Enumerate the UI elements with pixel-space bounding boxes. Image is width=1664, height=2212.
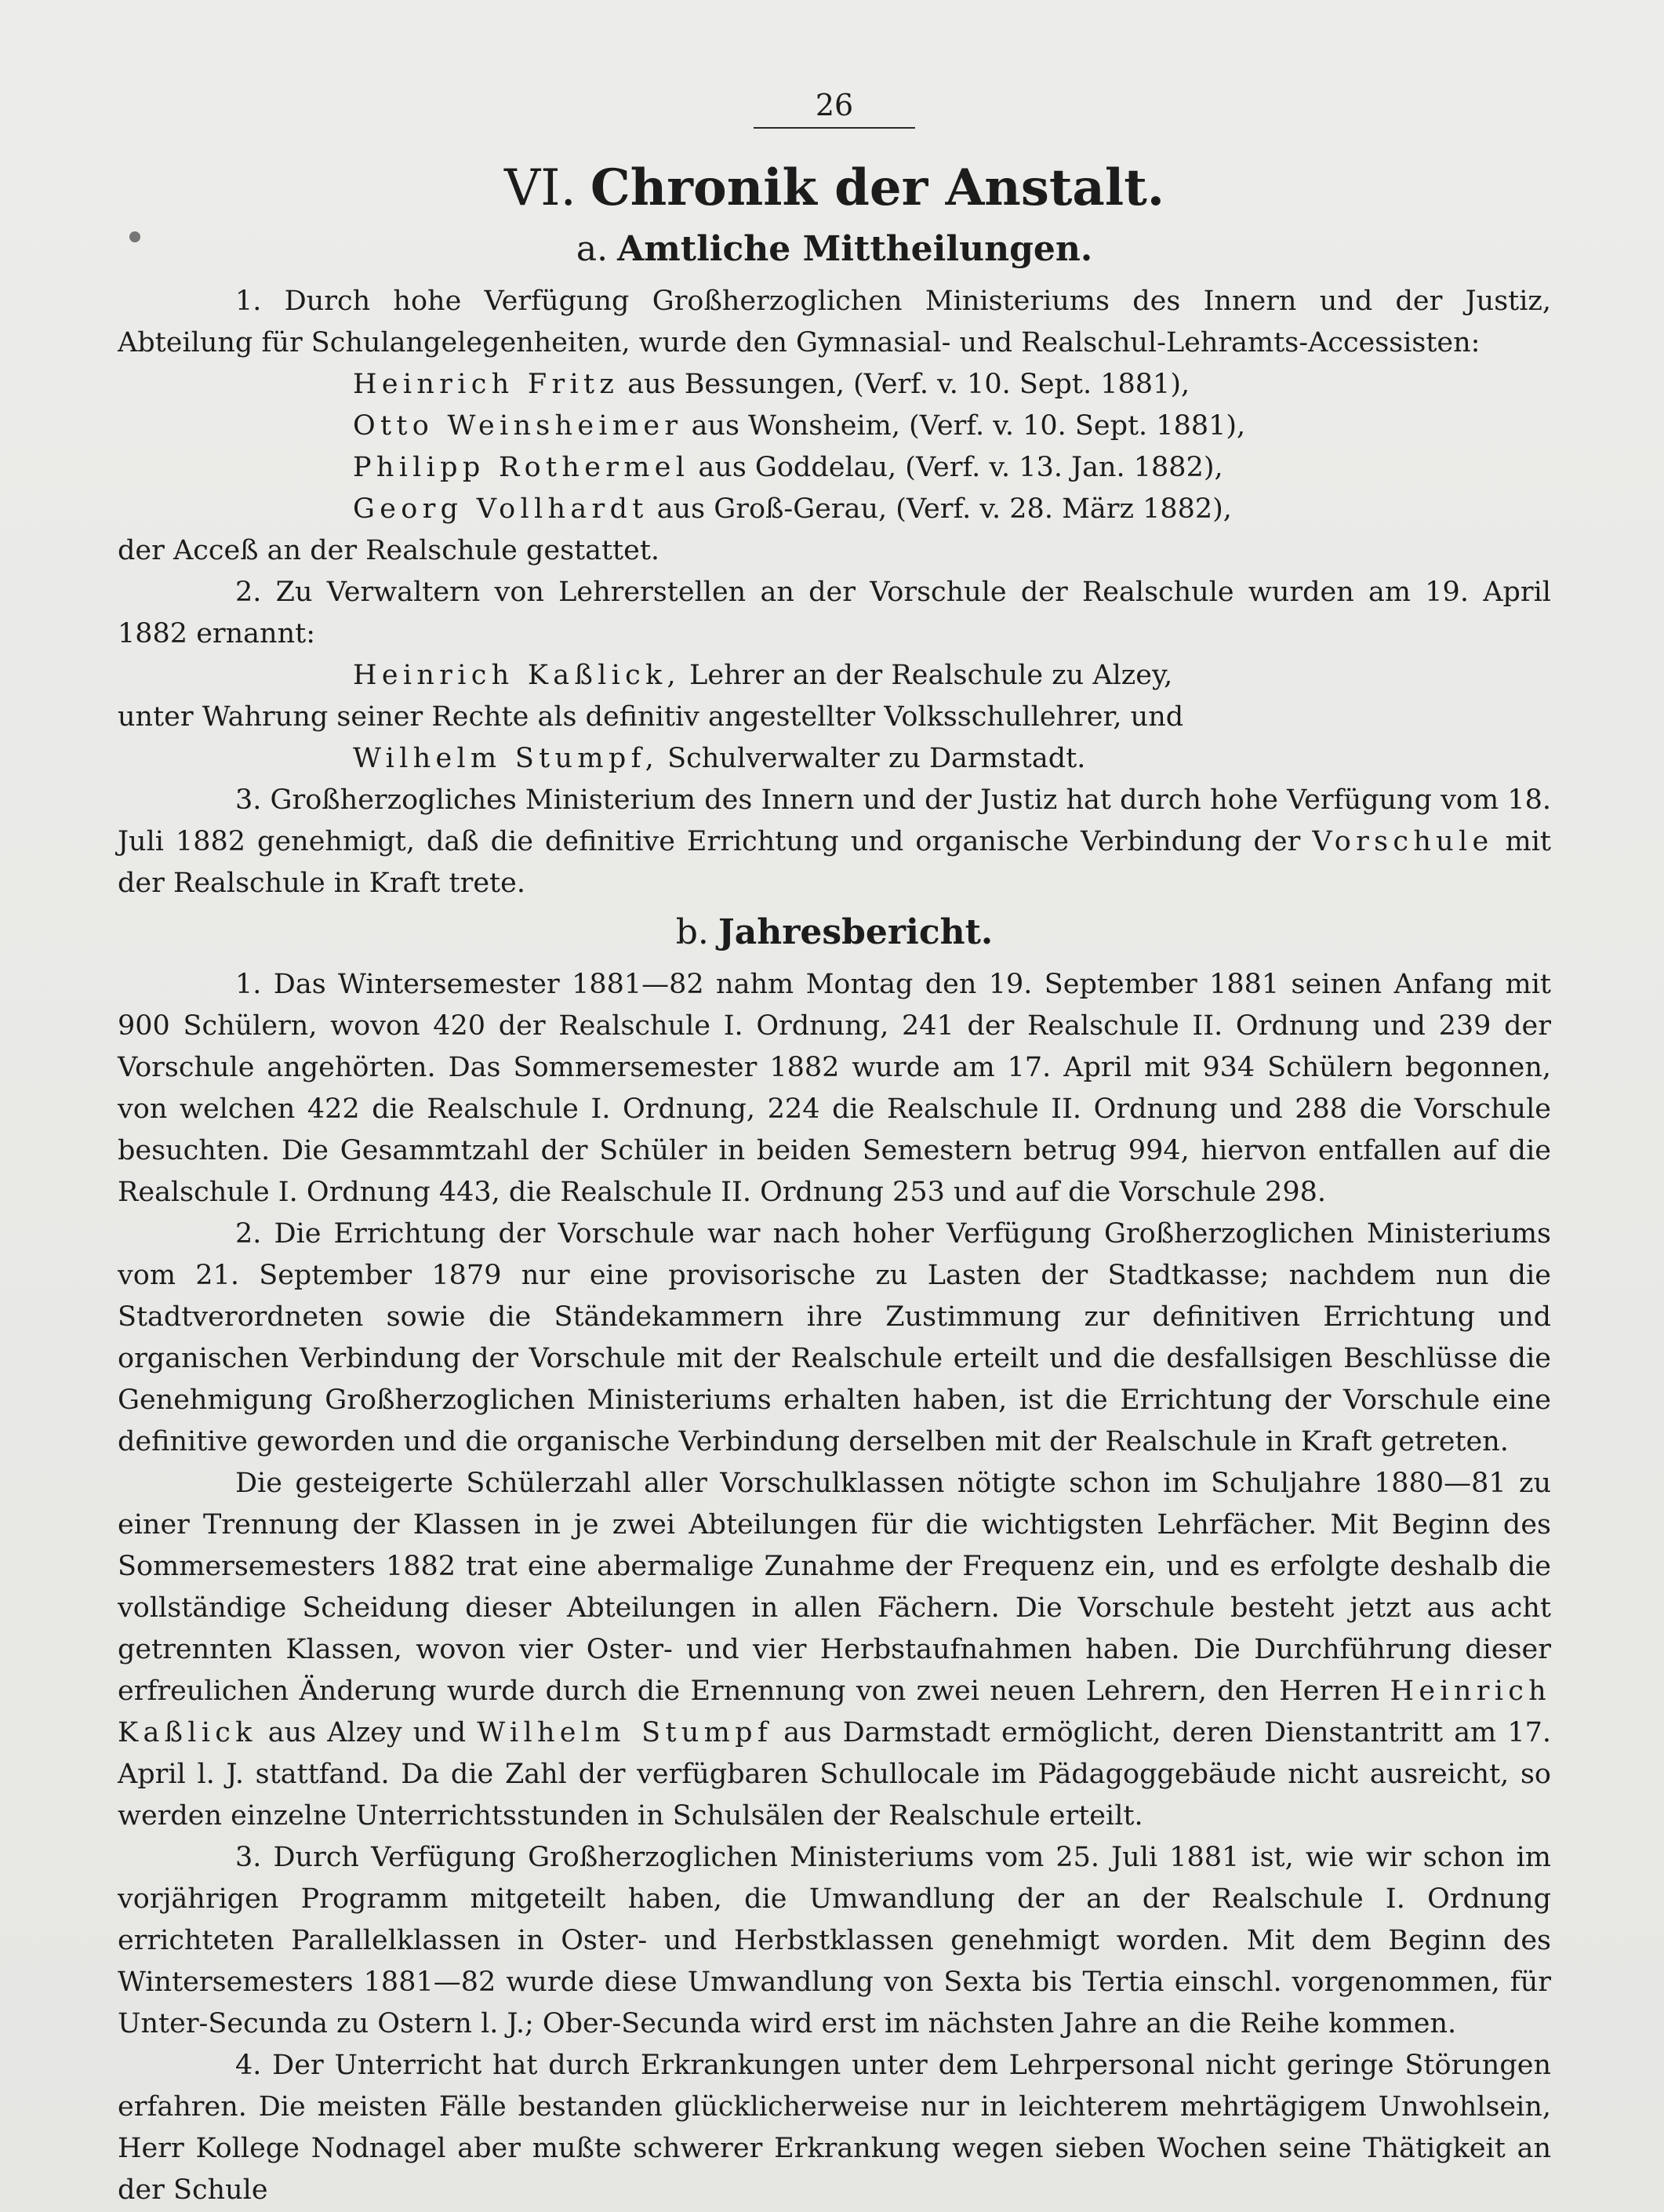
p3-text-a: Die gesteigerte Schülerzahl aller Vorschulklassen nötigte schon im Schuljahre 1880—81 zu einer Trennung der Klassen in je zwei Abteilungen für die wichtigsten Lehrfächer. Mit Beginn des Sommersemesters 1882 trat eine abermalige Zunahme der Frequenz ein, und es erfolgte deshalb die vollständige Scheidung dieser Abteilungen in allen Fächern. Die Vorschule besteht jetzt aus acht getrennten Klassen, wovon vier Oster- und vier Herbstaufnahmen haben. Die Durchführung dieser erfreulichen Änderung wurde durch die Ernennung von zwei neuen Lehrern, den Herren xyxy=(118,1468,1551,1707)
section-b-paragraph-5: 4. Der Unterricht hat durch Erkrankungen unter dem Lehrpersonal nicht geringe Störungen erfahren. Die meisten Fälle bestanden glücklicherweise nur in leichterem mehrtägigem Unwohlsein, Herr Kollege Nodnagel aber mußte schwerer Erkrankung wegen sieben Wochen seine Thätigkeit an der Schule xyxy=(118,2050,1551,2206)
section-b-letter: b. xyxy=(675,912,709,952)
section-a-item3 xyxy=(118,780,1551,904)
section-a-heading xyxy=(118,227,1551,271)
item3-text-part1: 3. Großherzogliches Ministerium des Innern und der Justiz hat durch hohe Verfügung vom 18. Juli 1882 genehmigt, daß die definitive Errichtung und organische Verbindung der xyxy=(118,784,1551,857)
item3-spaced-word: Vorschule xyxy=(1312,826,1494,857)
section-a-letter: a. xyxy=(576,229,609,269)
accessist-name: Philipp Rothermel xyxy=(353,452,690,483)
accessist-line xyxy=(353,489,1551,530)
section-b-paragraph-3 xyxy=(118,1463,1551,1837)
section-a-item1-intro: 1. Durch hohe Verfügung Großherzoglichen Ministeriums des Innern und der Justiz, Abteilung für Schulangelegenheiten, wurde den Gymnasial- und Realschul-Lehramts-Accessisten: xyxy=(118,286,1551,358)
chapter-title-text: Chronik der Anstalt. xyxy=(590,158,1165,217)
page-number-rule xyxy=(754,127,915,129)
accessist-name: Georg Vollhardt xyxy=(353,493,649,525)
accessist-details: aus Groß-Gerau, (Verf. v. 28. März 1882), xyxy=(648,493,1232,525)
section-b-paragraph-2: 2. Die Errichtung der Vorschule war nach hoher Verfügung Großherzoglichen Ministeriums vom 21. September 1879 nur eine provisorische zu Lasten der Stadtkasse; nachdem nun die Stadtverordneten sowie die Ständekammern ihre Zustimmung zur definitiven Errichtung und organischen Verbindung der Vorschule mit der Realschule erteilt und die desfallsigen Beschlüsse die Genehmigung Großherzoglichen Ministeriums erhalten haben, ist die Errichtung der Vorschule eine definitive geworden und die organische Verbindung derselben mit der Realschule in Kraft getreten. xyxy=(118,1218,1551,1457)
accessist-details: aus Wonsheim, (Verf. v. 10. Sept. 1881), xyxy=(682,410,1246,442)
p3-text-b: aus Alzey und xyxy=(256,1717,478,1748)
text-column xyxy=(118,86,1551,2211)
accessist-line xyxy=(353,406,1551,447)
section-a-item1-closing: der Acceß an der Realschule gestattet. xyxy=(118,535,660,566)
section-b-paragraph-1: 1. Das Wintersemester 1881—82 nahm Montag den 19. September 1881 seinen Anfang mit 900 Schülern, wovon 420 der Realschule I. Ordnung, 241 der Realschule II. Ordnung und 239 der Vorschule angehörten. Das Sommersemester 1882 wurde am 17. April mit 934 Schülern begonnen, von welchen 422 die Realschule I. Ordnung, 224 die Realschule II. Ordnung und 288 die Vorschule besuchten. Die Gesammtzahl der Schüler in beiden Semestern betrug 994, hiervon entfallen auf die Realschule I. Ordnung 443, die Realschule II. Ordnung 253 und auf die Vorschule 298. xyxy=(118,969,1551,1208)
teacher-name: Wilhelm Stumpf, xyxy=(353,743,659,774)
p3-name-2: Wilhelm Stumpf xyxy=(477,1717,773,1748)
accessist-details: aus Bessungen, (Verf. v. 10. Sept. 1881), xyxy=(619,369,1190,400)
accessist-details: aus Goddelau, (Verf. v. 13. Jan. 1882), xyxy=(689,452,1223,483)
accessist-name: Otto Weinsheimer xyxy=(353,410,683,442)
section-a-item2-middle: unter Wahrung seiner Rechte als definitiv angestellter Volksschullehrer, und xyxy=(118,701,1184,733)
accessist-line xyxy=(353,447,1551,489)
section-b-heading xyxy=(118,911,1551,955)
teacher-details: Schulverwalter zu Darmstadt. xyxy=(659,743,1086,774)
accessist-line xyxy=(353,364,1551,406)
section-a-title: Amtliche Mittheilungen. xyxy=(617,229,1093,269)
accessist-name: Heinrich Fritz xyxy=(353,369,619,400)
teacher-line xyxy=(353,738,1551,780)
section-a-item2-intro: 2. Zu Verwaltern von Lehrerstellen an der Vorschule der Realschule wurden am 19. April 1882 ernannt: xyxy=(118,577,1551,649)
chapter-roman-numeral: VI. xyxy=(503,159,576,217)
chapter-title xyxy=(118,157,1551,220)
teacher-details: Lehrer an der Realschule zu Alzey, xyxy=(680,660,1173,691)
section-b-paragraph-4: 3. Durch Verfügung Großherzoglichen Ministeriums vom 25. Juli 1881 ist, wie wir schon im vorjährigen Programm mitgeteilt haben, die Umwandlung der an der Realschule I. Ordnung errichteten Parallelklassen in Oster- und Herbstklassen genehmigt worden. Mit dem Beginn des Wintersemesters 1881—82 wurde diese Umwandlung von Sexta bis Tertia einschl. vorgenommen, für Unter-Secunda zu Ostern l. J.; Ober-Secunda wird erst im nächsten Jahre an die Reihe kommen. xyxy=(118,1842,1551,2039)
p3-name-1: Heinrich Kaßlick xyxy=(118,1675,1551,1748)
p3-text-c: aus Darmstadt ermöglicht, deren Dienstantritt am 17. April l. J. stattfand. Da die Zahl der verfügbaren Schullocale im Pädagoggebäude nicht ausreicht, so werden einzelne Unterrichtsstunden in Schulsälen der Realschule erteilt. xyxy=(118,1717,1551,1832)
teacher-line xyxy=(353,655,1551,697)
item3-text-part2: mit der Realschule in Kraft trete. xyxy=(118,826,1551,899)
teacher-name: Heinrich Kaßlick, xyxy=(353,660,681,691)
page-number: 26 xyxy=(815,88,854,122)
section-b-title: Jahresbericht. xyxy=(718,912,994,952)
